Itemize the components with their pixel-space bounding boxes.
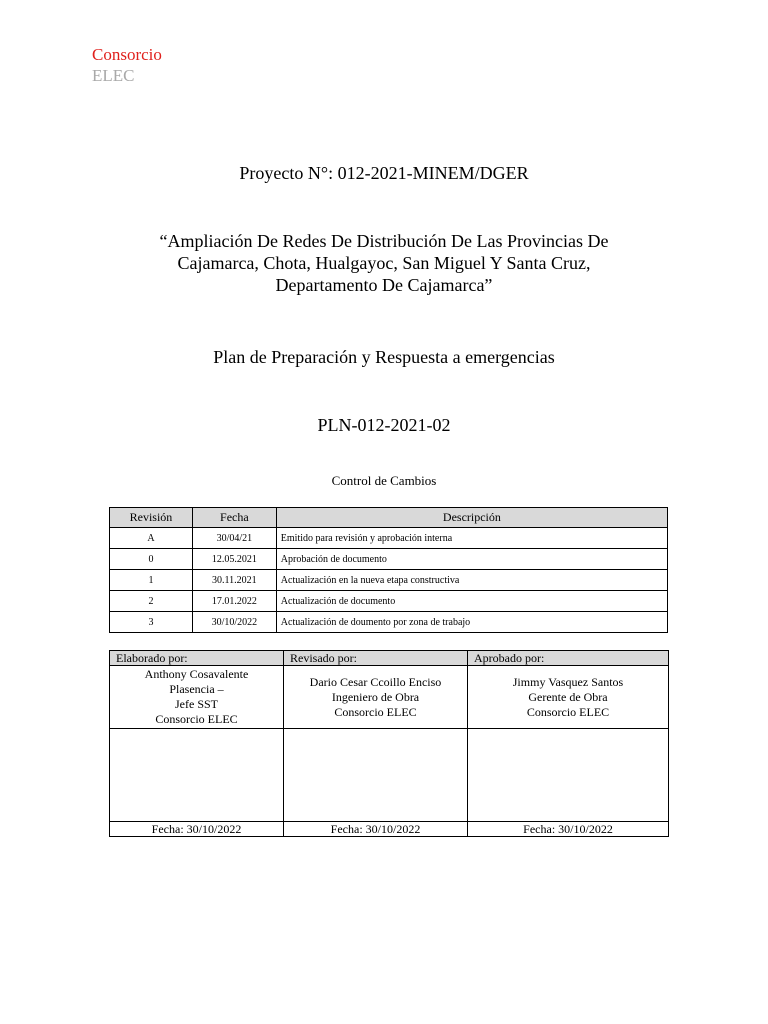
table-row	[110, 528, 668, 549]
project-title	[0, 230, 768, 296]
cell-date: 30/04/21	[192, 528, 276, 549]
person-line: Plasencia –	[169, 682, 224, 696]
prepared-by-person	[110, 666, 284, 729]
person-line: Consorcio ELEC	[526, 704, 610, 719]
approvals-signature-row	[110, 729, 669, 822]
date-approved: Fecha: 30/10/2022	[468, 822, 669, 837]
signature-box-approved	[468, 729, 669, 822]
person-line: Consorcio ELEC	[334, 704, 417, 719]
approvals-names-row	[110, 666, 669, 729]
cell-revision: 0	[110, 549, 193, 570]
document-code: PLN-012-2021-02	[317, 415, 451, 435]
cell-description: Actualización en la nueva etapa constructiva	[276, 570, 667, 591]
change-control-title: Control de Cambios	[331, 473, 437, 488]
approvals-date-row	[110, 822, 669, 837]
cell-description: Aprobación de documento	[276, 549, 667, 570]
person-line: Jimmy Vasquez Santos	[512, 674, 624, 689]
cell-description: Actualización de documento	[276, 591, 667, 612]
header-revision: Revisión	[110, 508, 193, 528]
table-row	[110, 612, 668, 633]
person-line: Anthony Cosavalente	[144, 667, 249, 681]
logo-line-elec: ELEC	[92, 66, 135, 85]
table-row	[110, 570, 668, 591]
cell-revision: 2	[110, 591, 193, 612]
cell-date: 12.05.2021	[192, 549, 276, 570]
project-title-line: Departamento De Cajamarca”	[275, 275, 493, 295]
cell-description: Emitido para revisión y aprobación interna	[276, 528, 667, 549]
cell-revision: 3	[110, 612, 193, 633]
project-title-line: Cajamarca, Chota, Hualgayoc, San Miguel Y Santa Cruz,	[177, 253, 591, 273]
header-approved-by: Aprobado por:	[468, 651, 669, 666]
table-header-row	[110, 508, 668, 528]
plan-title: Plan de Preparación y Respuesta a emergencias	[213, 347, 555, 367]
project-title-line: “Ampliación De Redes De Distribución De Las Provincias De	[159, 231, 609, 251]
reviewed-by-person	[284, 666, 468, 729]
person-line: Consorcio ELEC	[155, 712, 238, 726]
person-line: Gerente de Obra	[528, 689, 608, 704]
project-number: Proyecto N°: 012-2021-MINEM/DGER	[239, 163, 529, 183]
header-prepared-by: Elaborado por:	[110, 651, 284, 666]
approvals-table	[109, 650, 669, 837]
cell-date: 17.01.2022	[192, 591, 276, 612]
approved-by-person	[468, 666, 669, 729]
header-description: Descripción	[276, 508, 667, 528]
header-reviewed-by: Revisado por:	[284, 651, 468, 666]
cell-revision: 1	[110, 570, 193, 591]
cell-description: Actualización de doumento por zona de trabajo	[276, 612, 667, 633]
table-row	[110, 549, 668, 570]
cell-revision: A	[110, 528, 193, 549]
approvals-header-row	[110, 651, 669, 666]
date-prepared: Fecha: 30/10/2022	[110, 822, 284, 837]
change-control-table	[109, 507, 668, 633]
signature-box-reviewed	[284, 729, 468, 822]
cell-date: 30/10/2022	[192, 612, 276, 633]
signature-box-prepared	[110, 729, 284, 822]
table-row	[110, 591, 668, 612]
person-line: Dario Cesar Ccoillo Enciso	[309, 674, 442, 689]
person-line: Ingeniero de Obra	[331, 689, 420, 704]
header-date: Fecha	[192, 508, 276, 528]
logo-line-consorcio: Consorcio	[92, 45, 162, 64]
company-logo	[92, 44, 162, 86]
cell-date: 30.11.2021	[192, 570, 276, 591]
date-reviewed: Fecha: 30/10/2022	[284, 822, 468, 837]
person-line: Jefe SST	[175, 697, 218, 711]
